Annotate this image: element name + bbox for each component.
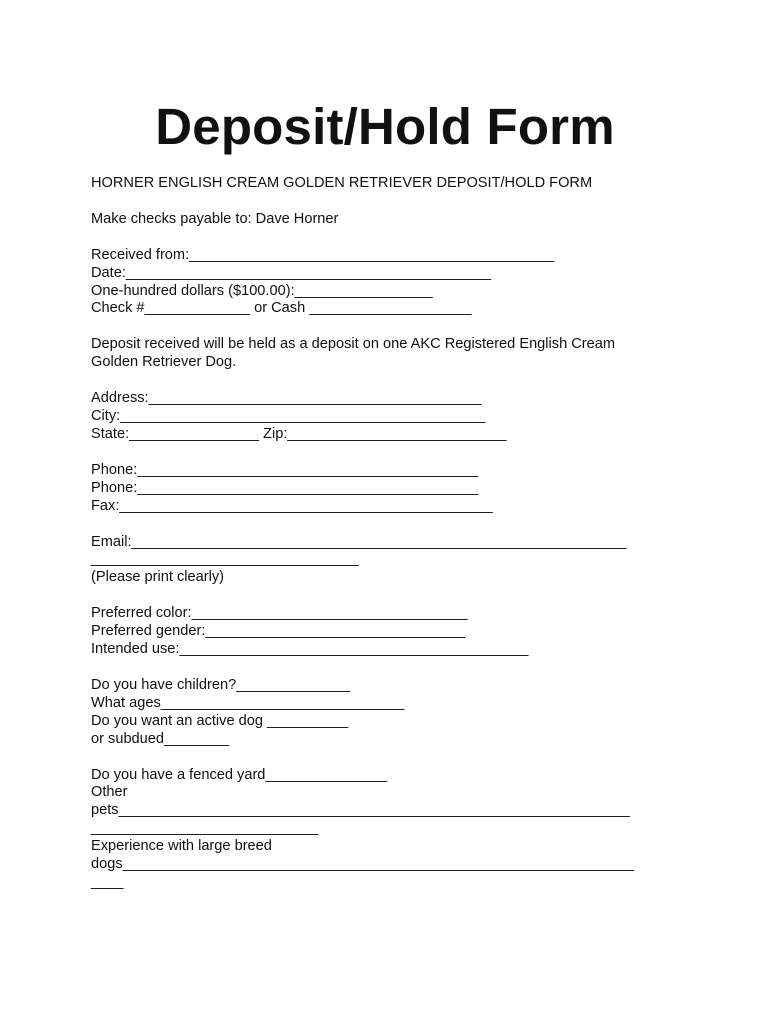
- city-field: City:_____________________________________________: [91, 408, 486, 424]
- date-field: Date:_____________________________________________: [91, 265, 492, 281]
- preferred-color-field: Preferred color:__________________________________: [91, 605, 468, 621]
- address-field: Address:_________________________________________: [91, 390, 482, 406]
- payable-line: Make checks payable to: Dave Horner: [91, 211, 339, 227]
- pets-field: pets_______________________________________________________________: [91, 802, 630, 818]
- experience-label: Experience with large breed: [91, 838, 272, 854]
- print-clearly-note: (Please print clearly): [91, 569, 225, 585]
- deposit-statement-line-1: Deposit received will be held as a deposit on one AKC Registered English Cream: [91, 336, 616, 352]
- fax-field: Fax:______________________________________________: [91, 498, 493, 514]
- dollars-field: One-hundred dollars ($100.00):_________________: [91, 283, 433, 299]
- state-zip-field: State:________________ Zip:___________________________: [91, 426, 507, 442]
- deposit-statement-line-2: Golden Retriever Dog.: [91, 354, 237, 370]
- children-field: Do you have children?______________: [91, 677, 350, 693]
- phone-field-1: Phone:__________________________________________: [91, 462, 479, 478]
- phone-field-2: Phone:__________________________________________: [91, 480, 479, 496]
- pets-field-continued: ____________________________: [91, 820, 319, 836]
- fenced-yard-field: Do you have a fenced yard_______________: [91, 767, 388, 783]
- email-field: Email:_____________________________________________________________: [91, 534, 627, 550]
- email-field-continued: _________________________________: [91, 551, 359, 567]
- received-from-field: Received from:_____________________________________________: [91, 247, 555, 263]
- subdued-field: or subdued________: [91, 731, 229, 747]
- ages-field: What ages______________________________: [91, 695, 405, 711]
- active-dog-field: Do you want an active dog __________: [91, 713, 349, 729]
- dogs-field-continued: ____: [91, 874, 124, 890]
- other-label: Other: [91, 784, 128, 800]
- page-title: Deposit/Hold Form: [155, 98, 615, 155]
- check-cash-field: Check #_____________ or Cash ____________________: [91, 300, 472, 316]
- dogs-field: dogs_______________________________________________________________: [91, 856, 634, 872]
- intended-use-field: Intended use:___________________________________________: [91, 641, 529, 657]
- preferred-gender-field: Preferred gender:________________________________: [91, 623, 466, 639]
- form-heading: HORNER ENGLISH CREAM GOLDEN RETRIEVER DEPOSIT/HOLD FORM: [91, 175, 593, 191]
